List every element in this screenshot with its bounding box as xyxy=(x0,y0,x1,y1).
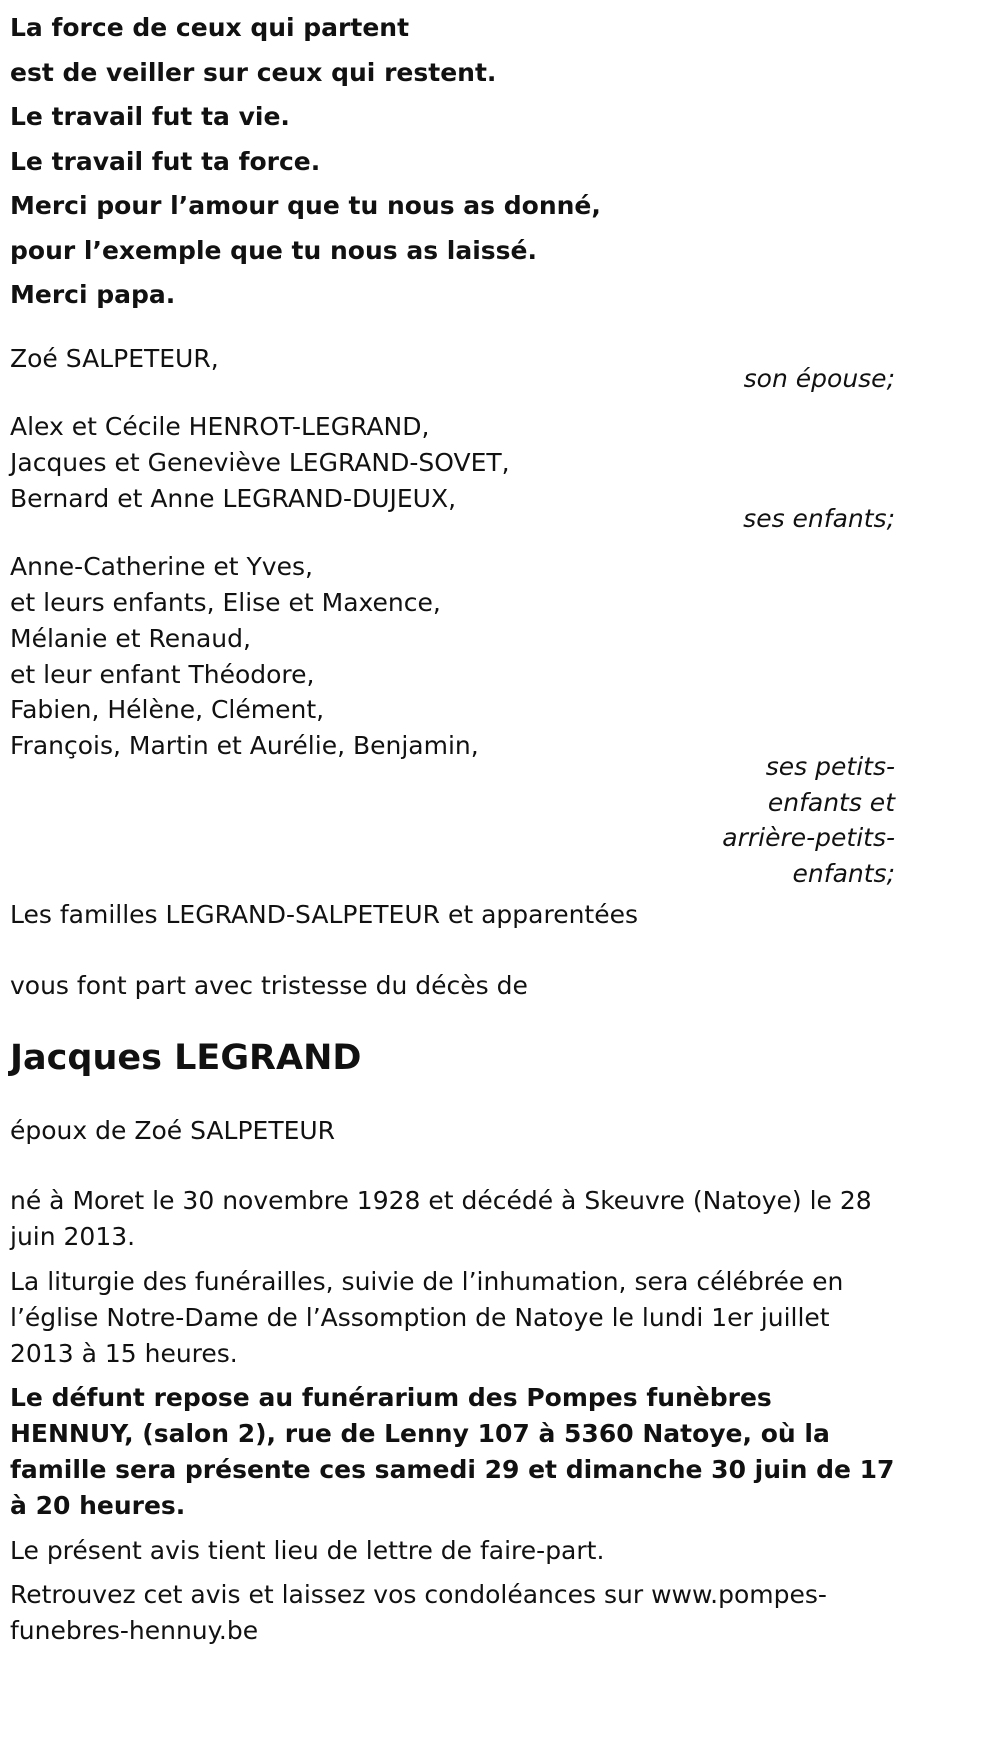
announcement-line: vous font part avec tristesse du décès de xyxy=(10,970,528,1000)
spouse-block xyxy=(10,341,895,398)
child-name: Alex et Cécile HENROT-LEGRAND, xyxy=(10,412,430,442)
child-name: Bernard et Anne LEGRAND-DUJEUX, xyxy=(10,483,457,513)
grandchild-name: et leur enfant Théodore, xyxy=(10,659,315,689)
birth-death-paragraph: né à Moret le 30 novembre 1928 et décédé à Skeuvre (Natoye) le 28 juin 2013. xyxy=(10,1186,872,1252)
grandchild-name: Fabien, Hélène, Clément, xyxy=(10,695,325,725)
poem-line: Merci pour l’amour que tu nous as donné, xyxy=(10,191,601,220)
deceased-name: Jacques LEGRAND xyxy=(10,1037,362,1078)
liturgy-paragraph: La liturgie des funérailles, suivie de l’inhumation, sera célébrée en l’église Notre-Dame de l’Assomption de Natoye le lundi 1er juillet 2013 à 15 heures. xyxy=(10,1267,844,1368)
deceased-spouse-line: époux de Zoé SALPETEUR xyxy=(10,1115,336,1145)
poem xyxy=(10,6,895,318)
visitation-paragraph: Le défunt repose au funérarium des Pompes funèbres HENNUY, (salon 2), rue de Lenny 107 à 5360 Natoye, où la famille sera présente ces samedi 29 et dimanche 30 juin de 17 à 20 heures. xyxy=(10,1383,895,1520)
website-paragraph: Retrouvez cet avis et laissez vos condoléances sur www.pompes-funebres-hennuy.be xyxy=(10,1580,827,1646)
spouse-name: Zoé SALPETEUR, xyxy=(10,343,219,373)
poem-line: est de veiller sur ceux qui restent. xyxy=(10,57,497,87)
poem-line: pour l’exemple que tu nous as laissé. xyxy=(10,235,538,265)
child-name: Jacques et Geneviève LEGRAND-SOVET, xyxy=(10,447,510,477)
grandchild-name: Mélanie et Renaud, xyxy=(10,623,251,653)
grandchildren-block xyxy=(10,549,895,891)
grandchildren-role: ses petits-enfants et arrière-petits-enfants; xyxy=(722,752,895,888)
spouse-role: son épouse; xyxy=(743,364,895,394)
grandchild-name: et leurs enfants, Elise et Maxence, xyxy=(10,588,441,618)
grandchild-name: Anne-Catherine et Yves, xyxy=(10,552,313,582)
poem-line: Le travail fut ta force. xyxy=(10,146,321,176)
notice-paragraph: Le présent avis tient lieu de lettre de faire-part. xyxy=(10,1535,605,1565)
grandchild-name: François, Martin et Aurélie, Benjamin, xyxy=(10,731,479,761)
poem-line: La force de ceux qui partent xyxy=(10,13,410,42)
poem-line: Le travail fut ta vie. xyxy=(10,102,290,131)
children-block xyxy=(10,409,895,537)
poem-line: Merci papa. xyxy=(10,280,176,309)
families-line: Les familles LEGRAND-SALPETEUR et apparentées xyxy=(10,900,639,930)
children-role: ses enfants; xyxy=(743,504,895,534)
